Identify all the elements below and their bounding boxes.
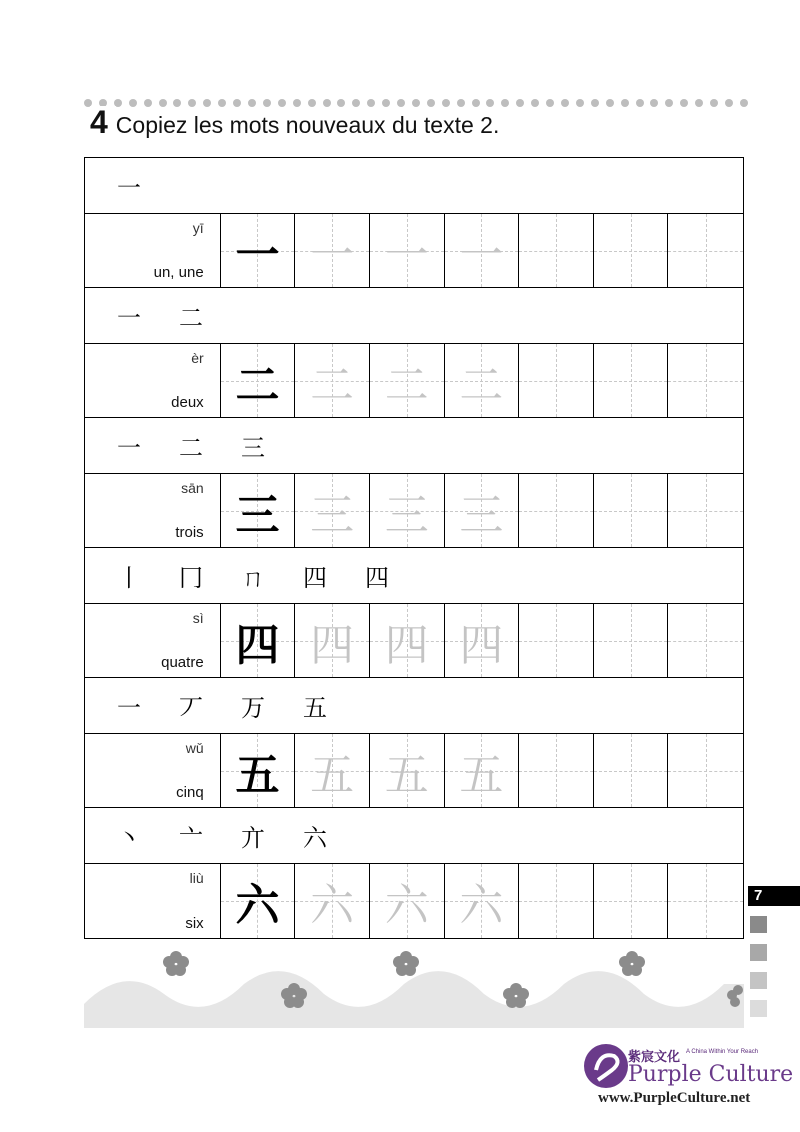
writing-cell[interactable] xyxy=(519,214,594,287)
word-label-cell xyxy=(85,864,221,938)
writing-cell[interactable] xyxy=(221,344,296,417)
pinyin: sì xyxy=(192,610,204,626)
writing-cell[interactable] xyxy=(594,214,669,287)
trace-character: 一 xyxy=(459,229,504,281)
stroke-order-row xyxy=(85,678,743,734)
writing-cell[interactable] xyxy=(445,214,520,287)
trace-character: 五 xyxy=(384,749,429,801)
model-character: 六 xyxy=(235,880,280,931)
writing-cell[interactable] xyxy=(445,474,520,547)
stroke-step: 万 xyxy=(241,694,265,722)
stroke-step: 亣 xyxy=(241,824,265,852)
writing-cell[interactable] xyxy=(668,864,743,938)
stroke-step: 丆 xyxy=(179,694,203,722)
writing-cell[interactable] xyxy=(370,214,445,287)
writing-cell[interactable] xyxy=(221,474,296,547)
model-character: 五 xyxy=(235,749,280,801)
stroke-order-row xyxy=(85,288,743,344)
practice-row xyxy=(85,604,743,678)
writing-cell[interactable] xyxy=(594,734,669,807)
writing-cell[interactable] xyxy=(370,604,445,677)
trace-character: 四 xyxy=(310,619,355,671)
stroke-step: 四 xyxy=(303,564,327,592)
writing-cell[interactable] xyxy=(519,344,594,417)
page-number-tab: 7 xyxy=(748,886,800,906)
stroke-step: 六 xyxy=(303,824,327,852)
model-character: 三 xyxy=(235,489,280,541)
stroke-step: ㄇ xyxy=(241,564,265,592)
practice-row xyxy=(85,474,743,548)
word-label-cell xyxy=(85,344,221,417)
stroke-step: 三 xyxy=(241,434,265,462)
meaning: cinq xyxy=(176,784,204,801)
writing-cell[interactable] xyxy=(668,214,743,287)
writing-cell[interactable] xyxy=(445,344,520,417)
trace-character: 六 xyxy=(459,880,504,931)
writing-cell[interactable] xyxy=(295,474,370,547)
trace-character: 三 xyxy=(310,489,355,541)
practice-row xyxy=(85,214,743,288)
writing-cell[interactable] xyxy=(221,734,296,807)
stroke-order-row xyxy=(85,418,743,474)
stroke-step: 冂 xyxy=(179,564,203,592)
side-marker xyxy=(750,916,767,933)
model-character: 一 xyxy=(235,229,280,281)
meaning: six xyxy=(185,915,204,932)
stroke-step: 丨 xyxy=(117,564,141,592)
trace-character: 四 xyxy=(459,619,504,671)
side-marker xyxy=(750,972,767,989)
pinyin: liù xyxy=(189,870,204,886)
logo-url: www.PurpleCulture.net xyxy=(598,1090,751,1106)
trace-character: 一 xyxy=(384,229,429,281)
trace-character: 五 xyxy=(459,749,504,801)
trace-character: 五 xyxy=(310,749,355,801)
writing-cell[interactable] xyxy=(221,604,296,677)
meaning: quatre xyxy=(161,654,204,671)
writing-cell[interactable] xyxy=(668,474,743,547)
floral-decoration xyxy=(84,944,744,1028)
writing-cell[interactable] xyxy=(370,864,445,938)
writing-cell[interactable] xyxy=(295,864,370,938)
stroke-step: 一 xyxy=(117,434,141,462)
pinyin: sān xyxy=(181,480,204,496)
word-label-cell xyxy=(85,604,221,677)
writing-practice-sheet xyxy=(84,157,744,939)
model-character: 二 xyxy=(235,359,280,411)
writing-cell[interactable] xyxy=(370,474,445,547)
pinyin: èr xyxy=(191,350,204,366)
stroke-step: 四 xyxy=(365,564,389,592)
trace-character: 一 xyxy=(310,229,355,281)
writing-cell[interactable] xyxy=(519,604,594,677)
side-marker xyxy=(750,944,767,961)
trace-character: 三 xyxy=(384,489,429,541)
pinyin: wǔ xyxy=(185,740,204,756)
writing-cell[interactable] xyxy=(668,604,743,677)
word-label-cell xyxy=(85,734,221,807)
practice-row xyxy=(85,864,743,938)
pinyin: yī xyxy=(192,220,204,236)
writing-cell[interactable] xyxy=(594,474,669,547)
exercise-title: Copiez les mots nouveaux du texte 2. xyxy=(115,112,500,138)
trace-character: 二 xyxy=(459,359,504,411)
writing-cell[interactable] xyxy=(519,474,594,547)
side-marker xyxy=(750,1000,767,1017)
stroke-step: 二 xyxy=(179,434,203,462)
writing-cell[interactable] xyxy=(594,344,669,417)
practice-row xyxy=(85,734,743,808)
writing-cell[interactable] xyxy=(370,344,445,417)
writing-cell[interactable] xyxy=(668,734,743,807)
stroke-order-row xyxy=(85,158,743,214)
writing-cell[interactable] xyxy=(370,734,445,807)
writing-cell[interactable] xyxy=(445,864,520,938)
writing-cell[interactable] xyxy=(295,214,370,287)
meaning: deux xyxy=(171,394,204,411)
writing-cell[interactable] xyxy=(519,864,594,938)
writing-cell[interactable] xyxy=(594,604,669,677)
logo-name: Purple Culture xyxy=(628,1062,794,1087)
model-character: 四 xyxy=(235,619,280,671)
meaning: un, une xyxy=(153,264,204,281)
trace-character: 三 xyxy=(459,489,504,541)
stroke-order-row xyxy=(85,808,743,864)
logo-chinese-text: 紫宸文化 xyxy=(628,1050,681,1065)
trace-character: 六 xyxy=(310,880,355,931)
stroke-order-row xyxy=(85,548,743,604)
stroke-step: 亠 xyxy=(179,824,203,852)
exercise-heading xyxy=(90,106,499,139)
writing-cell[interactable] xyxy=(668,344,743,417)
stroke-step: 二 xyxy=(179,304,203,332)
writing-cell[interactable] xyxy=(445,734,520,807)
stroke-step: 五 xyxy=(303,694,327,722)
trace-character: 六 xyxy=(384,880,429,931)
writing-cell[interactable] xyxy=(221,864,296,938)
writing-cell[interactable] xyxy=(594,864,669,938)
stroke-step: 一 xyxy=(117,174,141,202)
writing-cell[interactable] xyxy=(295,734,370,807)
exercise-number: 4 xyxy=(90,106,116,138)
trace-character: 二 xyxy=(310,359,355,411)
logo-tagline: A China Within Your Reach xyxy=(686,1049,759,1055)
writing-cell[interactable] xyxy=(221,214,296,287)
practice-row xyxy=(85,344,743,418)
stroke-step: 一 xyxy=(117,694,141,722)
trace-character: 二 xyxy=(384,359,429,411)
word-label-cell xyxy=(85,214,221,287)
writing-cell[interactable] xyxy=(295,344,370,417)
stroke-step: 一 xyxy=(117,304,141,332)
writing-cell[interactable] xyxy=(295,604,370,677)
word-label-cell xyxy=(85,474,221,547)
meaning: trois xyxy=(175,524,204,541)
writing-cell[interactable] xyxy=(519,734,594,807)
trace-character: 四 xyxy=(384,619,429,671)
writing-cell[interactable] xyxy=(445,604,520,677)
stroke-step: 丶 xyxy=(117,824,141,852)
